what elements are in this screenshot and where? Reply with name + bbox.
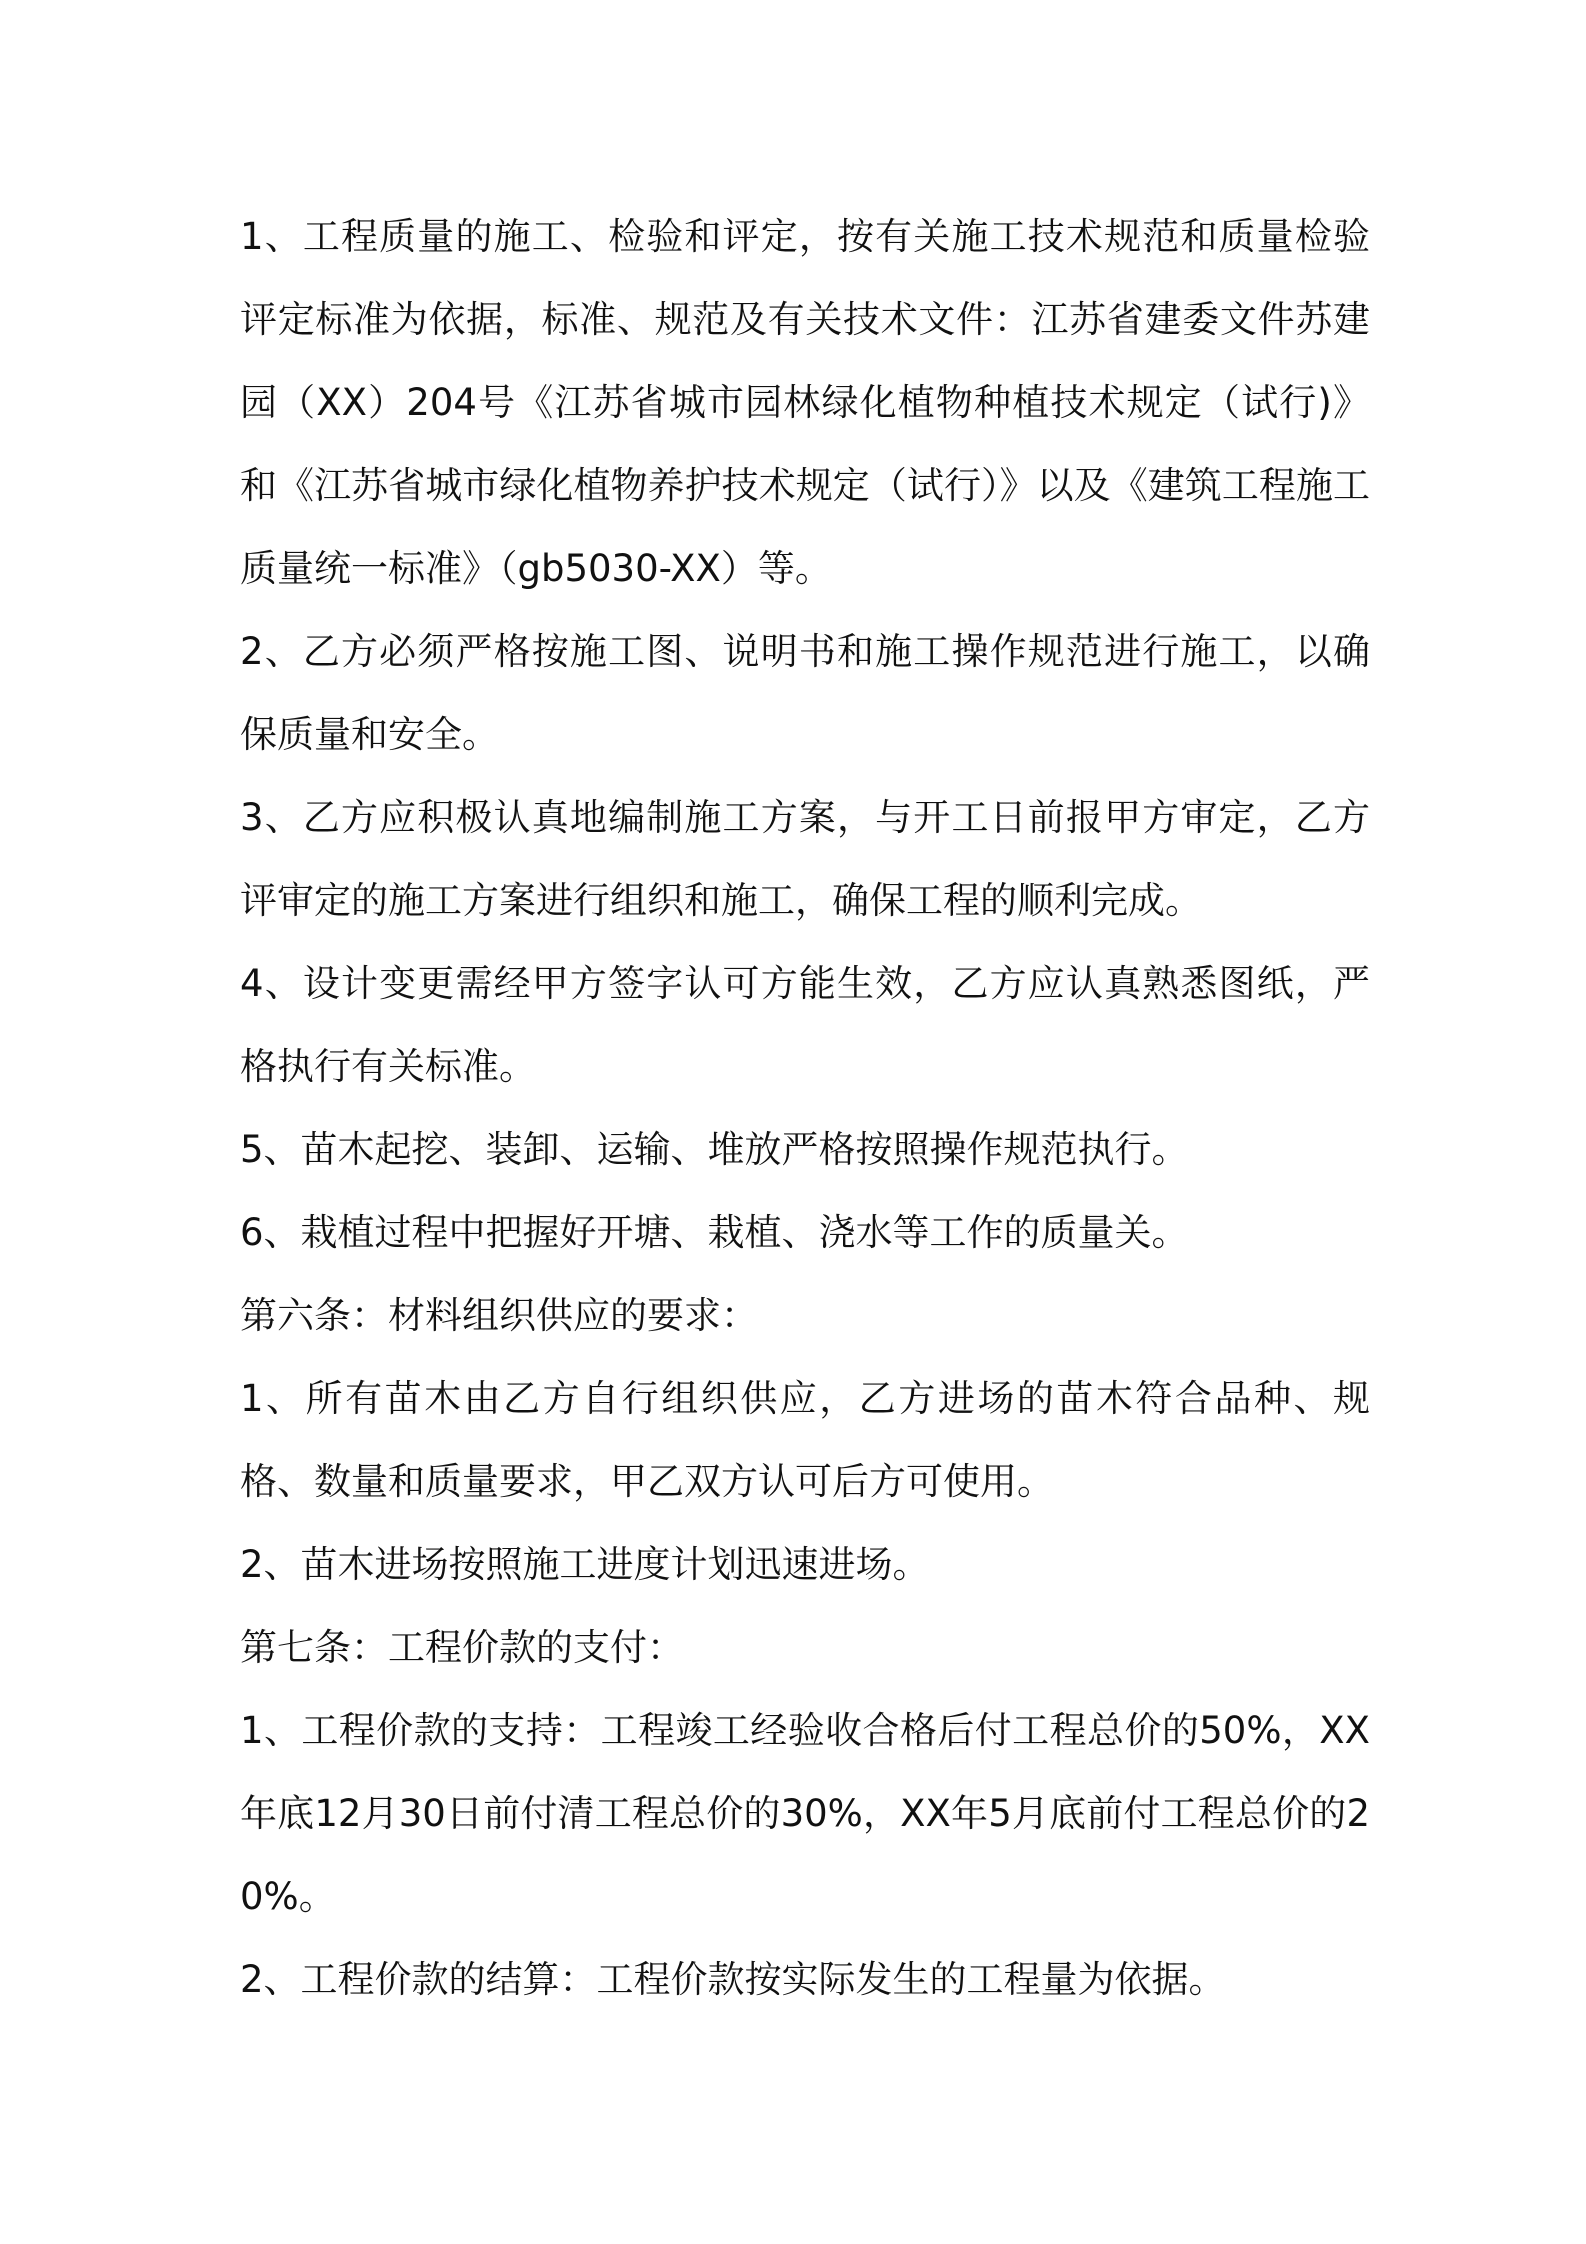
- paragraph-seedling-supply: 1、所有苗木由乙方自行组织供应，乙方进场的苗木符合品种、规格、数量和质量要求，甲乙双方认可后方可使用。: [240, 1377, 1370, 1503]
- article-6-heading: 第六条：材料组织供应的要求：: [240, 1294, 758, 1337]
- paragraph-seedling-handling: 5、苗木起挖、装卸、运输、堆放严格按照操作规范执行。: [240, 1128, 1189, 1171]
- paragraph-follow-drawings: 2、乙方必须严格按施工图、说明书和施工操作规范进行施工，以确保质量和安全。: [240, 630, 1370, 756]
- paragraph-construction-plan: 3、乙方应积极认真地编制施工方案，与开工日前报甲方审定，乙方评审定的施工方案进行组织和施工，确保工程的顺利完成。: [240, 796, 1370, 922]
- paragraph-payment-settlement: 2、工程价款的结算：工程价款按实际发生的工程量为依据。: [240, 1958, 1226, 2001]
- paragraph-payment-schedule: 1、工程价款的支持：工程竣工经验收合格后付工程总价的50%，XX年底12月30日前付清工程总价的30%，XX年5月底前付工程总价的20%。: [240, 1709, 1370, 1918]
- paragraph-seedling-entry: 2、苗木进场按照施工进度计划迅速进场。: [240, 1543, 930, 1586]
- paragraph-design-changes: 4、设计变更需经甲方签字认可方能生效，乙方应认真熟悉图纸，严格执行有关标准。: [240, 962, 1370, 1088]
- article-7-heading: 第七条：工程价款的支付：: [240, 1626, 684, 1669]
- document-body: [240, 195, 1370, 2021]
- paragraph-quality-standards: 1、工程质量的施工、检验和评定，按有关施工技术规范和质量检验评定标准为依据，标准、规范及有关技术文件：江苏省建委文件苏建园（XX）204号《江苏省城市园林绿化植物种植技术规定（试行)》和《江苏省城市绿化植物养护技术规定（试行）》以及《建筑工程施工质量统一标准》（gb5030-XX）等。: [240, 215, 1370, 590]
- paragraph-planting-quality: 6、栽植过程中把握好开塘、栽植、浇水等工作的质量关。: [240, 1211, 1189, 1254]
